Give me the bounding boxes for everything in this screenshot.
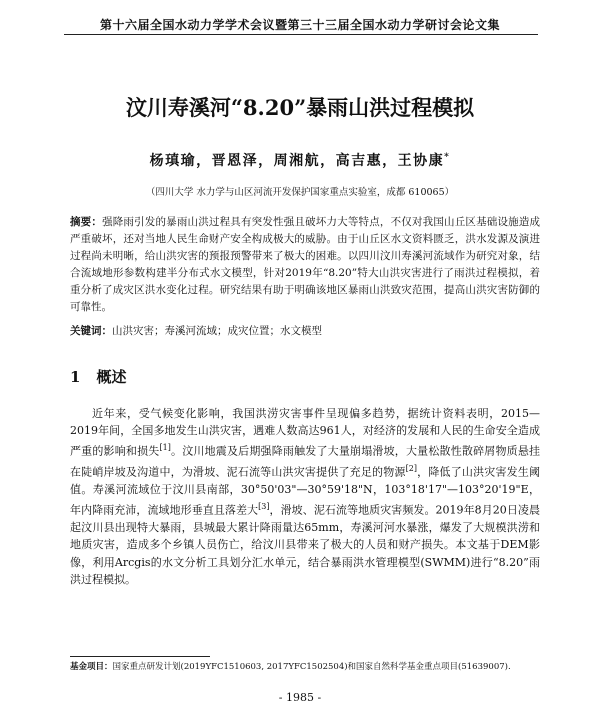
body-text-2: 。汶川地震及后期强降雨触发了大量崩塌滑坡，大量松散性散碎屑物质悬挂在陡峭岸坡及沟道中，为滑坡、泥石流等山洪灾害提供了充足的物源 <box>70 445 541 479</box>
footnote-label: 基金项目： <box>70 662 113 672</box>
citation-1[interactable]: [1] <box>159 443 171 453</box>
running-header: 第十六届全国水动力学学术会议暨第三十三届全国水动力学研讨会论文集 <box>99 18 500 32</box>
authors-text: 杨瑱瑜，晋恩泽，周湘航，高吉惠，王协康 <box>149 153 445 169</box>
keywords-label: 关键词： <box>70 325 112 337</box>
page-number: - 1985 - <box>278 691 322 704</box>
funding-footnote <box>70 660 550 672</box>
affiliation: （四川大学 水力学与山区河流开发保护国家重点实验室，成都 610065） <box>145 187 455 198</box>
section-heading <box>70 366 126 387</box>
keywords-text: 山洪灾害；寿溪河流域；成灾位置；水文模型 <box>112 325 322 337</box>
body-text-3: ，降低了山洪灾害发生阈值。寿溪河流域位于汶川县南部，30°50'03"—30°59'18"N，103°18'17"—103°20'19"E，年内降雨充沛，流域地形垂直且落差大 <box>70 465 541 517</box>
header-rule <box>64 34 538 35</box>
keywords <box>70 323 540 338</box>
citation-3[interactable]: [3] <box>258 502 270 512</box>
body-text-1: 近年来，受气候变化影响，我国洪涝灾害事件呈现偏多趋势，据统计资料表明，2015—2019年间，全国多地发生山洪灾害，遇难人数高达961人，对经济的发展和人民的生命安全造成严重的影响和损失 <box>70 407 540 459</box>
abstract-text: 强降雨引发的暴雨山洪过程具有突发性强且破坏力大等特点，不仅对我国山丘区基础设施造成严重破坏，还对当地人民生命财产安全构成极大的威胁。由于山丘区水文资料匮乏，洪水发源及演进过程尚未明晰，给山洪灾害的预报预警带来了极大的困难。以四川汶川寿溪河流域作为研究对象，结合流域地形参数构建半分布式水文模型，针对2019年“8.20”特大山洪灾害进行了雨洪过程模拟，着重分析了成灾区洪水变化过程。研究结果有助于明确该地区暴雨山洪致灾范围，提高山洪灾害防御的可靠性。 <box>70 216 541 313</box>
citation-2[interactable]: [2] <box>405 464 417 474</box>
section-title: 概述 <box>96 368 127 386</box>
footnote-rule <box>70 656 210 657</box>
abstract <box>70 214 540 316</box>
body-paragraph <box>70 405 540 588</box>
author-list <box>0 150 600 170</box>
section-number: 1 <box>70 368 81 386</box>
paper-title: 汶川寿溪河“8.20”暴雨山洪过程模拟 <box>125 95 475 120</box>
body-text-4: ，滑坡、泥石流等地质灾害频发。2019年8月20日凌晨起汶川县出现特大暴雨，县城最大累计降雨量达65mm，寿溪河河水暴涨，爆发了大规模洪涝和地质灾害，造成多个乡镇人员伤亡，给汶川县带来了极大的人员和财产损失。本文基于DEM影像，利用Arcgis的水文分析工具划分汇水单元，结合暴雨洪水管理模型(SWMM)进行“8.20”雨洪过程模拟。 <box>70 503 540 586</box>
abstract-label: 摘要： <box>70 216 103 228</box>
corresponding-author-mark: * <box>444 152 451 163</box>
footnote-text: 国家重点研发计划(2019YFC1510603, 2017YFC1502504)和国家自然科学基金重点项目(51639007). <box>112 662 511 672</box>
